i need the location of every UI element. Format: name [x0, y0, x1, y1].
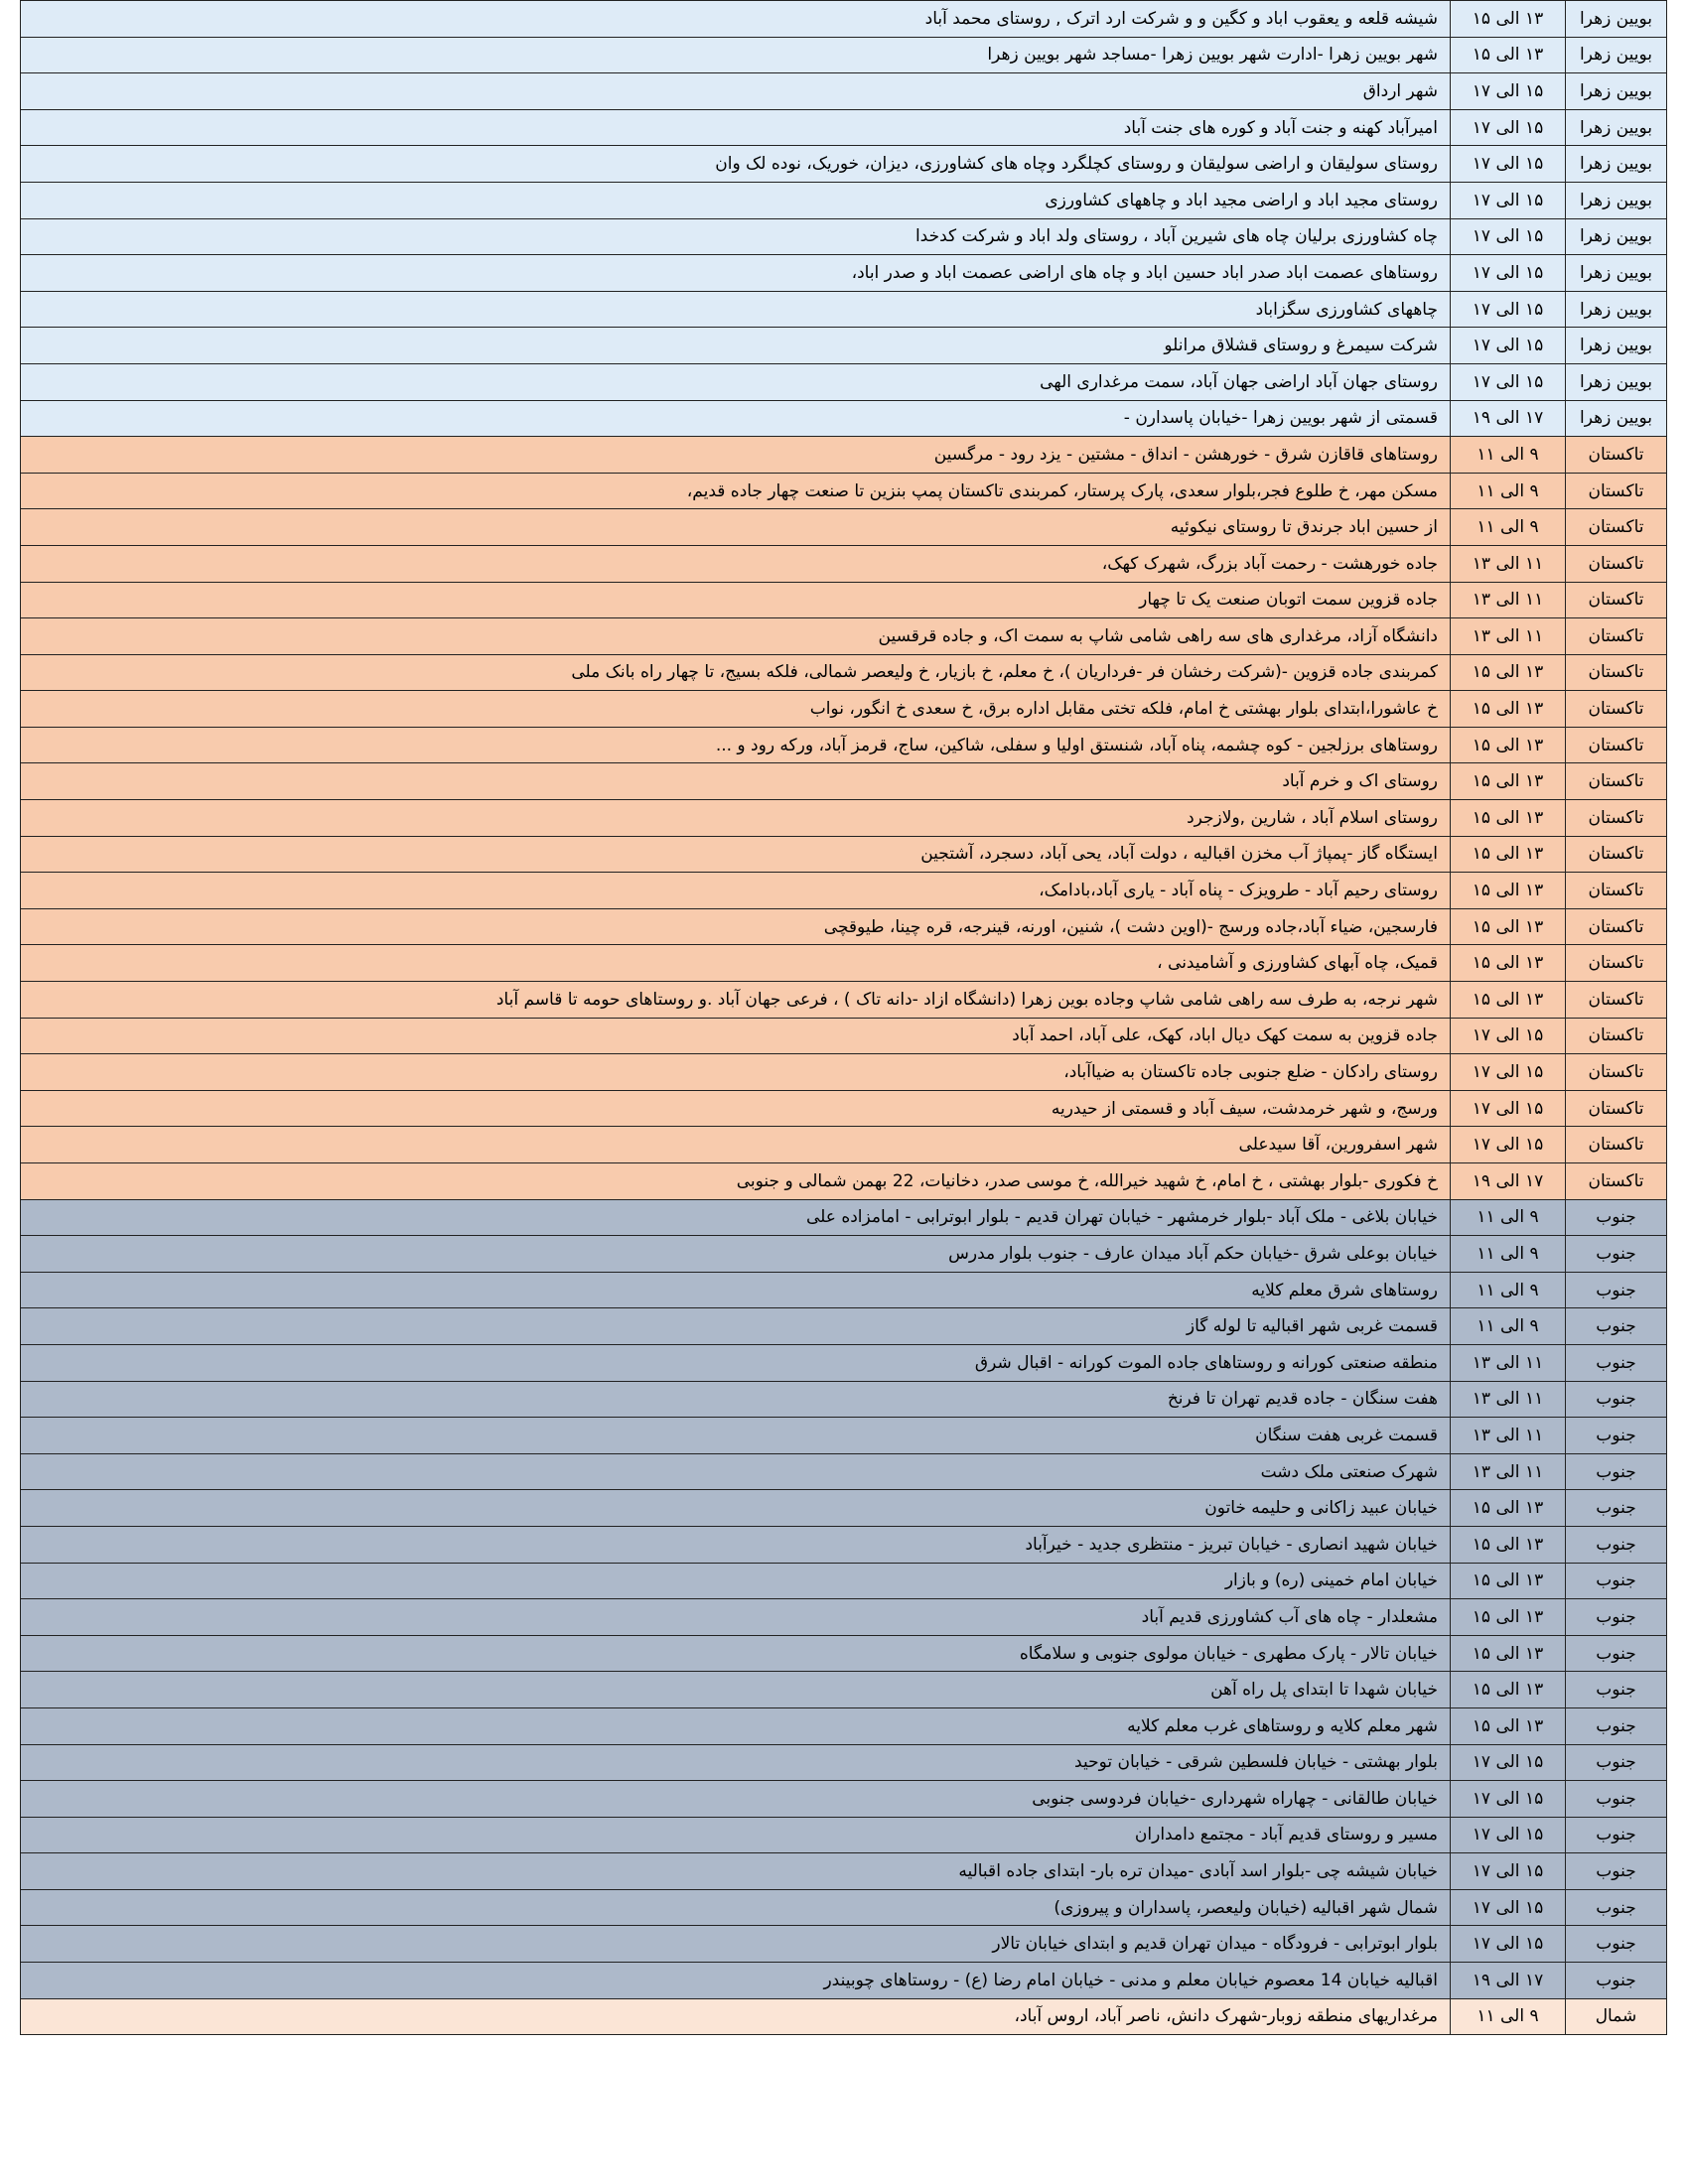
table-row	[21, 1199, 1667, 1236]
affected-area-cell: روستاهای قاقازن شرق - خورهشن - انداق - مشتین - یزد رود - مرگسین	[21, 437, 1451, 474]
table-row	[21, 146, 1667, 183]
time-range-cell: ۱۵ الی ۱۷	[1451, 363, 1566, 400]
table-row	[21, 1526, 1667, 1563]
affected-area-cell: خیابان شهید انصاری - خیابان تبریز - منتظری جدید - خیرآباد	[21, 1526, 1451, 1563]
region-cell: تاکستان	[1566, 908, 1667, 945]
table-row	[21, 1, 1667, 38]
affected-area-cell: دانشگاه آزاد، مرغداری های سه راهی شامی شاپ به سمت اک، و جاده قرقسین	[21, 618, 1451, 655]
table-row	[21, 982, 1667, 1019]
region-cell: بویین زهرا	[1566, 363, 1667, 400]
time-range-cell: ۹ الی ۱۱	[1451, 437, 1566, 474]
affected-area-cell: خیابان امام خمینی (ره) و بازار	[21, 1563, 1451, 1599]
time-range-cell: ۱۳ الی ۱۵	[1451, 945, 1566, 982]
affected-area-cell: قسمت غربی شهر اقبالیه تا لوله گاز	[21, 1308, 1451, 1345]
affected-area-cell: خیابان طالقانی - چهاراه شهرداری -خیابان فردوسی جنوبی	[21, 1781, 1451, 1818]
time-range-cell: ۱۳ الی ۱۵	[1451, 1490, 1566, 1527]
affected-area-cell: خیابان بلاغی - ملک آباد -بلوار خرمشهر - خیابان تهران قدیم - بلوار ابوترابی - امامزاده علی	[21, 1199, 1451, 1236]
affected-area-cell: شهر معلم کلایه و روستاهای غرب معلم کلایه	[21, 1707, 1451, 1744]
time-range-cell: ۹ الی ۱۱	[1451, 1272, 1566, 1308]
region-cell: جنوب	[1566, 1853, 1667, 1890]
table-row	[21, 109, 1667, 146]
table-row	[21, 1672, 1667, 1708]
region-cell: جنوب	[1566, 1926, 1667, 1963]
table-row	[21, 1236, 1667, 1273]
region-cell: تاکستان	[1566, 1163, 1667, 1200]
affected-area-cell: اقبالیه خیابان 14 معصوم خیابان معلم و مدنی - خیابان امام رضا (ع) - روستاهای چوبیندر	[21, 1963, 1451, 1999]
table-row	[21, 800, 1667, 837]
affected-area-cell: جاده قزوین به سمت کهک دیال اباد، کهک، علی آباد، احمد آباد	[21, 1018, 1451, 1054]
table-row	[21, 328, 1667, 364]
time-range-cell: ۹ الی ۱۱	[1451, 1998, 1566, 2035]
table-row	[21, 509, 1667, 546]
region-cell: جنوب	[1566, 1781, 1667, 1818]
time-range-cell: ۱۳ الی ۱۵	[1451, 800, 1566, 837]
region-cell: تاکستان	[1566, 763, 1667, 800]
region-cell: تاکستان	[1566, 1090, 1667, 1127]
affected-area-cell: روستای رادکان - ضلع جنوبی جاده تاکستان به ضیاآباد،	[21, 1054, 1451, 1091]
time-range-cell: ۱۵ الی ۱۷	[1451, 1018, 1566, 1054]
time-range-cell: ۱۳ الی ۱۵	[1451, 982, 1566, 1019]
affected-area-cell: فارسجین، ضیاء آباد،جاده ورسج -(اوین دشت )، شنین، اورنه، قینرجه، قره چینا، طیوقچی	[21, 908, 1451, 945]
affected-area-cell: شهر نرجه، به طرف سه راهی شامی شاپ وجاده بوین زهرا (دانشگاه ازاد -دانه تاک ) ، فرعی جهان آباد .و روستاهای حومه تا قاسم آباد	[21, 982, 1451, 1019]
table-row	[21, 1744, 1667, 1781]
time-range-cell: ۱۱ الی ۱۳	[1451, 582, 1566, 618]
region-cell: جنوب	[1566, 1526, 1667, 1563]
time-range-cell: ۱۳ الی ۱۵	[1451, 654, 1566, 691]
table-row	[21, 908, 1667, 945]
time-range-cell: ۱۵ الی ۱۷	[1451, 1817, 1566, 1853]
region-cell: جنوب	[1566, 1381, 1667, 1418]
region-cell: تاکستان	[1566, 727, 1667, 763]
table-row	[21, 836, 1667, 873]
table-row	[21, 291, 1667, 328]
affected-area-cell: بلوار بهشتی - خیابان فلسطین شرقی - خیابان توحید	[21, 1744, 1451, 1781]
table-row	[21, 1490, 1667, 1527]
time-range-cell: ۱۳ الی ۱۵	[1451, 1563, 1566, 1599]
time-range-cell: ۱۳ الی ۱۵	[1451, 1, 1566, 38]
region-cell: بویین زهرا	[1566, 109, 1667, 146]
region-cell: جنوب	[1566, 1707, 1667, 1744]
affected-area-cell: خیابان بوعلی شرق -خیابان حکم آباد میدان عارف - جنوب بلوار مدرس	[21, 1236, 1451, 1273]
time-range-cell: ۱۳ الی ۱۵	[1451, 908, 1566, 945]
affected-area-cell: جاده خورهشت - رحمت آباد بزرگ، شهرک کهک،	[21, 545, 1451, 582]
affected-area-cell: روستای اک و خرم آباد	[21, 763, 1451, 800]
affected-area-cell: روستاهای شرق معلم کلایه	[21, 1272, 1451, 1308]
schedule-rows	[21, 1, 1667, 2035]
affected-area-cell: شهرک صنعتی ملک دشت	[21, 1453, 1451, 1490]
time-range-cell: ۹ الی ۱۱	[1451, 1236, 1566, 1273]
time-range-cell: ۱۱ الی ۱۳	[1451, 1344, 1566, 1381]
region-cell: تاکستان	[1566, 691, 1667, 728]
affected-area-cell: ورسج، و شهر خرمدشت، سیف آباد و قسمتی از حیدریه	[21, 1090, 1451, 1127]
table-row	[21, 945, 1667, 982]
time-range-cell: ۱۳ الی ۱۵	[1451, 1635, 1566, 1672]
table-row	[21, 182, 1667, 218]
region-cell: تاکستان	[1566, 509, 1667, 546]
region-cell: جنوب	[1566, 1236, 1667, 1273]
time-range-cell: ۹ الی ۱۱	[1451, 1308, 1566, 1345]
affected-area-cell: مرغداریهای منطقه زوبار-شهرک دانش، ناصر آباد، اروس آباد،	[21, 1998, 1451, 2035]
time-range-cell: ۱۵ الی ۱۷	[1451, 328, 1566, 364]
table-row	[21, 1599, 1667, 1636]
time-range-cell: ۱۵ الی ۱۷	[1451, 1889, 1566, 1926]
region-cell: شمال	[1566, 1998, 1667, 2035]
affected-area-cell: بلوار ابوترابی - فرودگاه - میدان تهران قدیم و ابتدای خیابان تالار	[21, 1926, 1451, 1963]
region-cell: تاکستان	[1566, 982, 1667, 1019]
region-cell: بویین زهرا	[1566, 37, 1667, 73]
table-row	[21, 363, 1667, 400]
table-row	[21, 1998, 1667, 2035]
region-cell: تاکستان	[1566, 1054, 1667, 1091]
time-range-cell: ۱۵ الی ۱۷	[1451, 1781, 1566, 1818]
affected-area-cell: خ فکوری -بلوار بهشتی ، خ امام، خ شهید خیرالله، خ موسی صدر، دخانیات، 22 بهمن شمالی و جنوبی	[21, 1163, 1451, 1200]
affected-area-cell: روستای جهان آباد اراضی جهان آباد، سمت مرغداری الهی	[21, 363, 1451, 400]
table-row	[21, 1963, 1667, 1999]
table-row	[21, 1707, 1667, 1744]
table-row	[21, 1272, 1667, 1308]
table-row	[21, 618, 1667, 655]
time-range-cell: ۱۵ الی ۱۷	[1451, 218, 1566, 255]
table-row	[21, 437, 1667, 474]
table-row	[21, 255, 1667, 292]
outage-schedule-document	[20, 0, 1666, 2035]
affected-area-cell: شیشه قلعه و یعقوب اباد و کگین و و شرکت ارد اترک , روستای محمد آباد	[21, 1, 1451, 38]
time-range-cell: ۱۵ الی ۱۷	[1451, 146, 1566, 183]
affected-area-cell: شهر اسفرورین، آقا سیدعلی	[21, 1127, 1451, 1163]
region-cell: جنوب	[1566, 1272, 1667, 1308]
table-row	[21, 1889, 1667, 1926]
table-row	[21, 1090, 1667, 1127]
time-range-cell: ۹ الی ۱۱	[1451, 1199, 1566, 1236]
time-range-cell: ۱۵ الی ۱۷	[1451, 1744, 1566, 1781]
affected-area-cell: چاه کشاورزی برلیان چاه های شیرین آباد ، روستای ولد اباد و شرکت کدخدا	[21, 218, 1451, 255]
affected-area-cell: شهر بویین زهرا -ادارت شهر بویین زهرا -مساجد شهر بویین زهرا	[21, 37, 1451, 73]
region-cell: تاکستان	[1566, 800, 1667, 837]
time-range-cell: ۱۳ الی ۱۵	[1451, 691, 1566, 728]
table-row	[21, 1781, 1667, 1818]
region-cell: بویین زهرا	[1566, 291, 1667, 328]
time-range-cell: ۱۵ الی ۱۷	[1451, 1127, 1566, 1163]
time-range-cell: ۱۳ الی ۱۵	[1451, 37, 1566, 73]
time-range-cell: ۱۵ الی ۱۷	[1451, 182, 1566, 218]
table-row	[21, 545, 1667, 582]
region-cell: جنوب	[1566, 1599, 1667, 1636]
table-row	[21, 582, 1667, 618]
affected-area-cell: چاههای کشاورزی سگزاباد	[21, 291, 1451, 328]
affected-area-cell: روستای اسلام آباد ، شارین ,ولازجرد	[21, 800, 1451, 837]
affected-area-cell: روستای سولیقان و اراضی سولیقان و روستای کچلگرد وچاه های کشاورزی، دیزان، خوریک، نوده لک وان	[21, 146, 1451, 183]
table-row	[21, 1926, 1667, 1963]
time-range-cell: ۱۱ الی ۱۳	[1451, 1453, 1566, 1490]
affected-area-cell: مسیر و روستای قدیم آباد - مجتمع دامداران	[21, 1817, 1451, 1853]
region-cell: جنوب	[1566, 1744, 1667, 1781]
affected-area-cell: کمربندی جاده قزوین -(شرکت رخشان فر -فرداریان )، خ معلم، خ بازیار، خ ولیعصر شمالی، فلکه بسیج، تا چهار راه بانک ملی	[21, 654, 1451, 691]
affected-area-cell: خیابان عبید زاکانی و حلیمه خاتون	[21, 1490, 1451, 1527]
table-row	[21, 400, 1667, 437]
time-range-cell: ۹ الی ۱۱	[1451, 473, 1566, 509]
affected-area-cell: روستای رحیم آباد - طرویزک - پناه آباد - یاری آباد،بادامک،	[21, 873, 1451, 909]
time-range-cell: ۱۵ الی ۱۷	[1451, 109, 1566, 146]
region-cell: بویین زهرا	[1566, 1, 1667, 38]
table-row	[21, 1817, 1667, 1853]
time-range-cell: ۱۵ الی ۱۷	[1451, 1090, 1566, 1127]
table-row	[21, 73, 1667, 110]
region-cell: تاکستان	[1566, 582, 1667, 618]
region-cell: جنوب	[1566, 1199, 1667, 1236]
time-range-cell: ۱۵ الی ۱۷	[1451, 1853, 1566, 1890]
affected-area-cell: مسکن مهر، خ طلوع فجر،بلوار سعدی، پارک پرستار، کمربندی تاکستان پمپ بنزین تا صنعت چهار جاده قدیم،	[21, 473, 1451, 509]
outage-schedule-table	[20, 0, 1667, 2035]
table-row	[21, 37, 1667, 73]
affected-area-cell: جاده قزوین سمت اتوبان صنعت یک تا چهار	[21, 582, 1451, 618]
time-range-cell: ۱۳ الی ۱۵	[1451, 1707, 1566, 1744]
time-range-cell: ۱۵ الی ۱۷	[1451, 255, 1566, 292]
region-cell: تاکستان	[1566, 618, 1667, 655]
time-range-cell: ۱۳ الی ۱۵	[1451, 727, 1566, 763]
table-row	[21, 1853, 1667, 1890]
region-cell: بویین زهرا	[1566, 182, 1667, 218]
time-range-cell: ۹ الی ۱۱	[1451, 509, 1566, 546]
affected-area-cell: شرکت سیمرغ و روستای قشلاق مرانلو	[21, 328, 1451, 364]
time-range-cell: ۱۵ الی ۱۷	[1451, 73, 1566, 110]
time-range-cell: ۱۱ الی ۱۳	[1451, 1418, 1566, 1454]
table-row	[21, 1418, 1667, 1454]
region-cell: تاکستان	[1566, 836, 1667, 873]
region-cell: تاکستان	[1566, 873, 1667, 909]
table-row	[21, 873, 1667, 909]
affected-area-cell: خیابان شیشه چی -بلوار اسد آبادی -میدان تره بار- ابتدای جاده اقبالیه	[21, 1853, 1451, 1890]
table-row	[21, 473, 1667, 509]
region-cell: جنوب	[1566, 1817, 1667, 1853]
region-cell: تاکستان	[1566, 437, 1667, 474]
table-row	[21, 1635, 1667, 1672]
region-cell: جنوب	[1566, 1344, 1667, 1381]
affected-area-cell: خیابان شهدا تا ابتدای پل راه آهن	[21, 1672, 1451, 1708]
region-cell: جنوب	[1566, 1889, 1667, 1926]
affected-area-cell: خ عاشورا،ابتدای بلوار بهشتی خ امام، فلکه تختی مقابل اداره برق، خ سعدی خ انگور، نواب	[21, 691, 1451, 728]
region-cell: بویین زهرا	[1566, 73, 1667, 110]
table-row	[21, 654, 1667, 691]
region-cell: جنوب	[1566, 1308, 1667, 1345]
affected-area-cell: شهر ارداق	[21, 73, 1451, 110]
affected-area-cell: روستای مجید اباد و اراضی مجید اباد و چاههای کشاورزی	[21, 182, 1451, 218]
affected-area-cell: منطقه صنعتی کورانه و روستاهای جاده الموت کورانه - اقبال شرق	[21, 1344, 1451, 1381]
time-range-cell: ۱۳ الی ۱۵	[1451, 1599, 1566, 1636]
region-cell: بویین زهرا	[1566, 328, 1667, 364]
region-cell: جنوب	[1566, 1418, 1667, 1454]
time-range-cell: ۱۷ الی ۱۹	[1451, 1963, 1566, 1999]
table-row	[21, 763, 1667, 800]
table-row	[21, 1381, 1667, 1418]
region-cell: جنوب	[1566, 1672, 1667, 1708]
affected-area-cell: امیرآباد کهنه و جنت آباد و کوره های جنت آباد	[21, 109, 1451, 146]
time-range-cell: ۱۵ الی ۱۷	[1451, 291, 1566, 328]
region-cell: جنوب	[1566, 1490, 1667, 1527]
time-range-cell: ۱۵ الی ۱۷	[1451, 1926, 1566, 1963]
affected-area-cell: ایستگاه گاز -پمپاژ آب مخزن اقبالیه ، دولت آباد، یحی آباد، دسجرد، آشتجین	[21, 836, 1451, 873]
table-row	[21, 1308, 1667, 1345]
region-cell: تاکستان	[1566, 1127, 1667, 1163]
region-cell: تاکستان	[1566, 945, 1667, 982]
time-range-cell: ۱۷ الی ۱۹	[1451, 400, 1566, 437]
affected-area-cell: روستاهای برزلجین - کوه چشمه، پناه آباد، شنستق اولیا و سفلی، شاکین، ساج، قرمز آباد، ورکه رود و ...	[21, 727, 1451, 763]
region-cell: تاکستان	[1566, 545, 1667, 582]
time-range-cell: ۱۵ الی ۱۷	[1451, 1054, 1566, 1091]
region-cell: جنوب	[1566, 1453, 1667, 1490]
time-range-cell: ۱۳ الی ۱۵	[1451, 1526, 1566, 1563]
region-cell: تاکستان	[1566, 1018, 1667, 1054]
region-cell: تاکستان	[1566, 473, 1667, 509]
region-cell: جنوب	[1566, 1635, 1667, 1672]
table-row	[21, 1453, 1667, 1490]
affected-area-cell: مشعلدار - چاه های آب کشاورزی قدیم آباد	[21, 1599, 1451, 1636]
time-range-cell: ۱۱ الی ۱۳	[1451, 618, 1566, 655]
time-range-cell: ۱۳ الی ۱۵	[1451, 873, 1566, 909]
table-row	[21, 1127, 1667, 1163]
time-range-cell: ۱۱ الی ۱۳	[1451, 1381, 1566, 1418]
table-row	[21, 1163, 1667, 1200]
table-row	[21, 1018, 1667, 1054]
region-cell: بویین زهرا	[1566, 146, 1667, 183]
region-cell: بویین زهرا	[1566, 255, 1667, 292]
region-cell: جنوب	[1566, 1963, 1667, 1999]
time-range-cell: ۱۷ الی ۱۹	[1451, 1163, 1566, 1200]
affected-area-cell: قسمتی از شهر بویین زهرا -خیابان پاسدارن -	[21, 400, 1451, 437]
region-cell: تاکستان	[1566, 654, 1667, 691]
time-range-cell: ۱۳ الی ۱۵	[1451, 1672, 1566, 1708]
affected-area-cell: خیابان تالار - پارک مطهری - خیابان مولوی جنوبی و سلامگاه	[21, 1635, 1451, 1672]
table-row	[21, 1054, 1667, 1091]
table-row	[21, 691, 1667, 728]
region-cell: بویین زهرا	[1566, 218, 1667, 255]
affected-area-cell: از حسین اباد جرندق تا روستای نیکوئیه	[21, 509, 1451, 546]
affected-area-cell: قسمت غربی هفت سنگان	[21, 1418, 1451, 1454]
time-range-cell: ۱۳ الی ۱۵	[1451, 836, 1566, 873]
affected-area-cell: شمال شهر اقبالیه (خیابان ولیعصر، پاسداران و پیروزی)	[21, 1889, 1451, 1926]
affected-area-cell: روستاهای عصمت اباد صدر اباد حسین اباد و چاه های اراضی عصمت اباد و صدر اباد،	[21, 255, 1451, 292]
table-row	[21, 1563, 1667, 1599]
region-cell: بویین زهرا	[1566, 400, 1667, 437]
region-cell: جنوب	[1566, 1563, 1667, 1599]
table-row	[21, 218, 1667, 255]
table-row	[21, 1344, 1667, 1381]
time-range-cell: ۱۱ الی ۱۳	[1451, 545, 1566, 582]
time-range-cell: ۱۳ الی ۱۵	[1451, 763, 1566, 800]
affected-area-cell: قمیک، چاه آبهای کشاورزی و آشامیدنی ،	[21, 945, 1451, 982]
affected-area-cell: هفت سنگان - جاده قدیم تهران تا فرنخ	[21, 1381, 1451, 1418]
table-row	[21, 727, 1667, 763]
